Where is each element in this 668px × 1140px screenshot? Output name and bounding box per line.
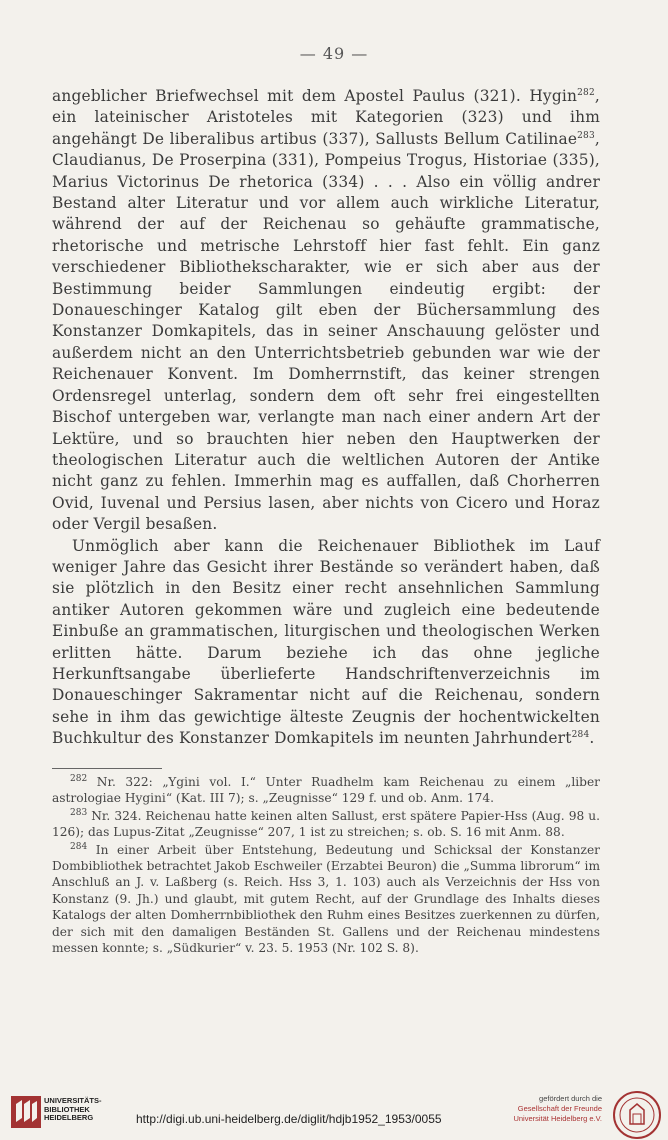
footnote-text: Nr. 324. Reichenau hatte keinen alten Sallust, erst spätere Papier-Hss (Aug. 98 u. 126); das Lupus-Zitat „Zeugnisse“ 207, 1 ist zu streichen; s. ob. S. 16 mit Anm. 88. [52,808,600,840]
society-name-1: Gesellschaft der Freunde [517,1104,602,1113]
page-number: — 49 — [299,44,369,63]
library-name-line: UNIVERSITÄTS- [44,1096,102,1105]
p1-text-a: angeblicher Briefwechsel mit dem Apostel Paulus (321). Hygin [52,87,578,105]
footnote [52,808,600,841]
footnote-divider [52,768,162,769]
p2-text-end: . [589,729,595,748]
footnote-number: 283 [70,807,88,818]
p2-text-a: Unmöglich aber kann die Reichenauer Bibliothek im Lauf weniger Jahre das Gesicht ihrer Bestände so verändert haben, daß sie plötzlich in den Besitz einer recht ansehnlichen Sammlung antiker Autoren gekommen wäre und zugleich eine bedeutende Einbuße an grammatischen, liturgischen und theologischen Werken erlitten hätte. Darum beziehe ich das ohne jegliche Herkunftsangabe überlieferte Handschriftenverzeichnis im Donaueschinger Sakramentar nicht auf die Reichenau, sondern sehe in ihm das gewichtige älteste Zeugnis der hochentwickelten Buchkultur des Konstanzer Domkapitels im neunten Jahrhundert [52,536,600,748]
footnote-ref-284[interactable]: 284 [571,730,590,741]
library-name-line: HEIDELBERG [44,1113,94,1123]
footer-bar [0,1084,668,1140]
funded-by-label: gefördert durch die [539,1094,602,1103]
library-name-line: BIBLIOTHEK [44,1104,90,1114]
p1-text-b: , ein lateinischer Aristoteles mit Kategorien (323) und ihm angehängt De liberalibus artibus (337), Sallusts Bellum Catilinae [52,87,600,148]
p1-text-c: , Claudianus, De Proserpina (331), Pompeius Trogus, Historiae (335), Marius Victorinus De rhetorica (334) . . . Also ein völlig andrer Bestand alter Literatur und vor allem auch wirkliche Literatur, während der auf der Reichenau so gehäufte grammatische, rhetorische und metrische Lehrstoff hier fast fehlt. Ein ganz verschiedener Bibliothekscharakter, wie er sich aber aus der Bestimmung beider Sammlungen eindeutig ergibt: der Donaueschinger Katalog gilt eben der Büchersammlung des Konstanzer Domkapitels, das in seiner Anschauung gelöster und außerdem nicht an den Unterrichtsbetrieb gebunden war wie der Reichenauer Konvent. Im Domherrnstift, das keiner strengen Ordensregel unterlag, sondern dem oft sehr frei eingestellten Bischof untergeben war, verlangte man nach einer andern Art der Lektüre, und so brauchten hier neben den Hauptwerken der theologischen Literatur auch die weltlichen Autoren der Antike nicht ganz zu fehlen. Immerhin mag es auffallen, daß Chorherren Ovid, Iuvenal und Persius lasen, aber nichts von Cicero und Horaz oder Vergil besaßen. [52,129,600,534]
main-text [52,86,600,750]
sponsor-text [498,1094,602,1124]
library-name [44,1097,102,1123]
permalink-url[interactable]: http://digi.ub.uni-heidelberg.de/diglit/hdjb1952_1953/0055 [136,1112,442,1126]
footnote [52,842,600,957]
footnote-number: 284 [70,841,88,852]
footnotes [52,774,600,957]
footnote-ref-282[interactable]: 282 [577,87,595,98]
society-name-2: Universität Heidelberg e.V. [513,1114,602,1123]
footnote-text: In einer Arbeit über Entstehung, Bedeutung und Schicksal der Konstanzer Dombibliothek betrachtet Jakob Eschweiler (Erzabtei Beuron) die „Summa librorum“ im Anschluß an J. v. Laßberg (s. Reich. Hss 3, 1. 103) auch als Verzeichnis der Hss von Konstanz (9. Jh.) und glaubt, mit gutem Recht, auf der Grundlage des Inhalts dieses Katalogs der alten Domherrnbibliothek den Ruhm eines Besitzes zuerkennen zu dürfen, der sich mit den damaligen Beständen St. Gallens und der Reichenau mindestens messen konnte; s. „Südkurier“ v. 23. 5. 1953 (Nr. 102 S. 8). [52,842,600,956]
university-seal-icon[interactable] [612,1090,662,1140]
library-logo-icon[interactable] [10,1094,42,1130]
footnote [52,774,600,807]
paragraph-2 [52,536,600,750]
footnote-number: 282 [70,773,88,784]
footnote-text: Nr. 322: „Ygini vol. I.“ Unter Ruadhelm kam Reichenau zu einem „liber astrologiae Hygini“ (Kat. III 7); s. „Zeugnisse“ 129 f. und ob. Anm. 174. [52,775,600,806]
paragraph-1 [52,86,600,536]
footnote-ref-283[interactable]: 283 [577,130,595,141]
